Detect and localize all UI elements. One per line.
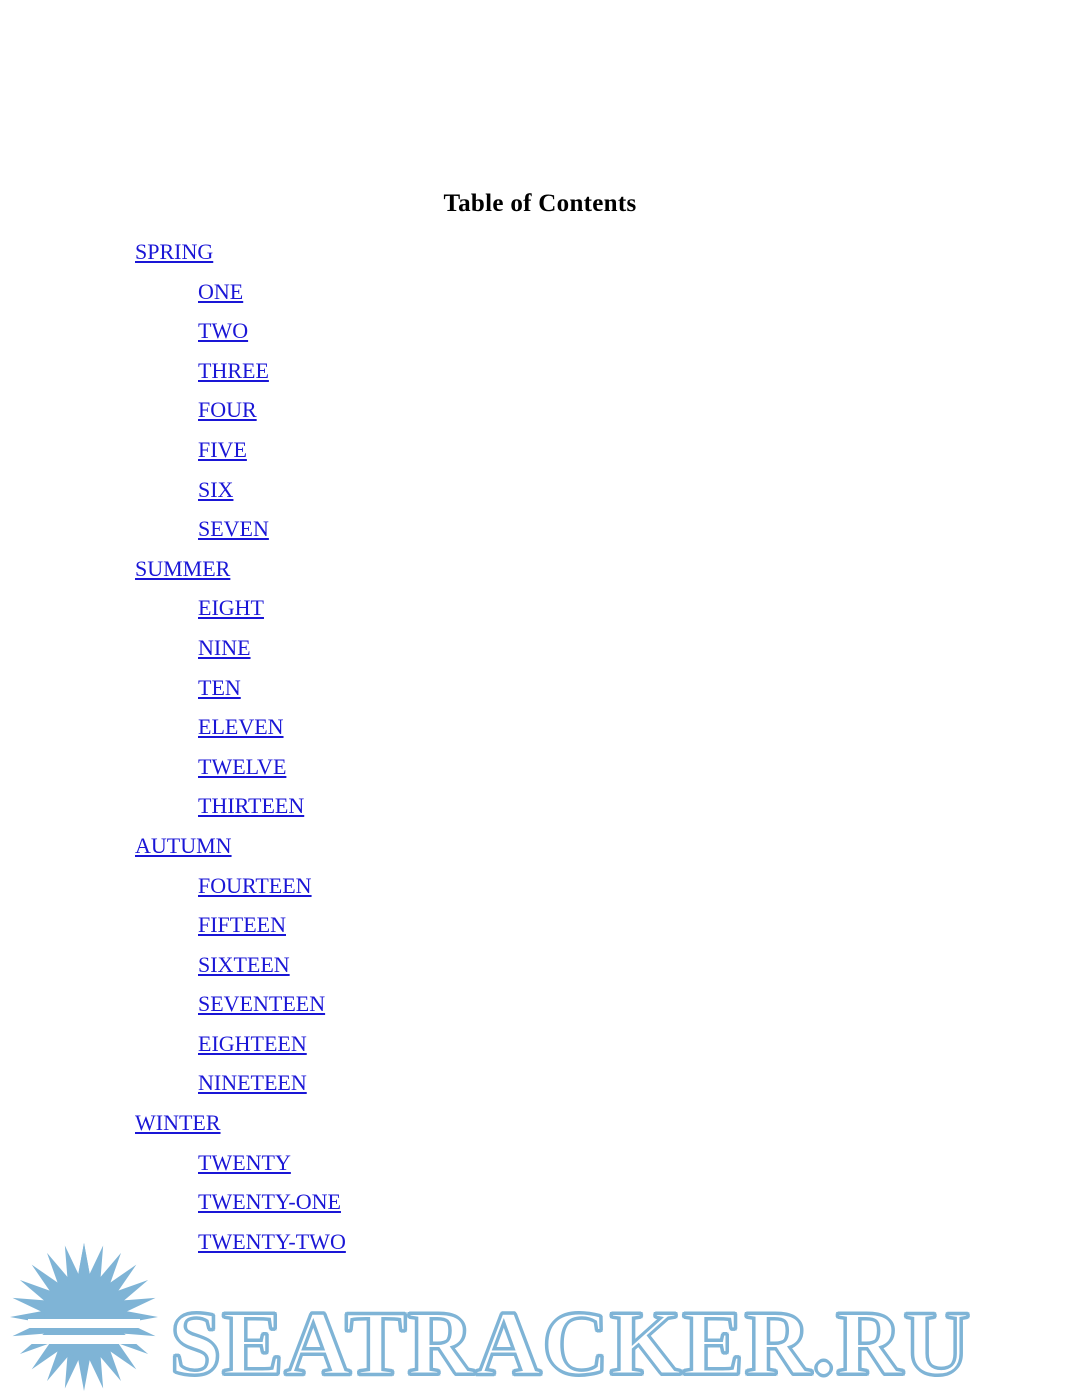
toc-chapter-entry [0, 351, 1080, 391]
toc-chapter-entry [0, 1182, 1080, 1222]
toc-link[interactable]: NINE [198, 634, 251, 660]
toc-link[interactable]: FOUR [198, 397, 257, 423]
toc-section-entry [0, 1103, 1080, 1143]
toc-chapter-entry [0, 1024, 1080, 1064]
toc-chapter-entry [0, 509, 1080, 549]
toc-link[interactable]: TEN [198, 674, 241, 700]
toc-link[interactable]: SEVEN [198, 516, 269, 542]
toc-chapter-entry [0, 905, 1080, 945]
toc-link[interactable]: FIVE [198, 436, 247, 462]
toc-link[interactable]: TWENTY [198, 1149, 291, 1175]
toc-link[interactable]: NINETEEN [198, 1070, 307, 1096]
toc-link[interactable]: EIGHT [198, 595, 264, 621]
table-of-contents [0, 232, 1080, 1261]
toc-link[interactable]: AUTUMN [135, 832, 232, 858]
toc-chapter-entry [0, 945, 1080, 985]
toc-chapter-entry [0, 628, 1080, 668]
toc-chapter-entry [0, 707, 1080, 747]
toc-chapter-entry [0, 311, 1080, 351]
toc-chapter-entry [0, 1222, 1080, 1262]
toc-link[interactable]: ELEVEN [198, 714, 284, 740]
toc-section-entry [0, 826, 1080, 866]
toc-chapter-entry [0, 747, 1080, 787]
toc-chapter-entry [0, 866, 1080, 906]
toc-chapter-entry [0, 390, 1080, 430]
toc-section-entry [0, 549, 1080, 589]
sun-icon [8, 1241, 160, 1393]
toc-link[interactable]: SEVENTEEN [198, 991, 326, 1017]
toc-link[interactable]: SUMMER [135, 555, 231, 581]
toc-chapter-entry [0, 470, 1080, 510]
toc-link[interactable]: SIX [198, 476, 234, 502]
toc-chapter-entry [0, 1063, 1080, 1103]
toc-link[interactable]: TWENTY-TWO [198, 1228, 346, 1254]
toc-section-entry [0, 232, 1080, 272]
toc-link[interactable]: ONE [198, 278, 244, 304]
toc-link[interactable]: SIXTEEN [198, 951, 290, 977]
toc-link[interactable]: THIRTEEN [198, 793, 305, 819]
toc-link[interactable]: THREE [198, 357, 269, 383]
toc-link[interactable]: WINTER [135, 1110, 221, 1136]
toc-chapter-entry [0, 668, 1080, 708]
toc-chapter-entry [0, 984, 1080, 1024]
toc-chapter-entry [0, 430, 1080, 470]
toc-chapter-entry [0, 588, 1080, 628]
toc-link[interactable]: EIGHTEEN [198, 1030, 307, 1056]
toc-link[interactable]: FOURTEEN [198, 872, 312, 898]
toc-link[interactable]: TWELVE [198, 753, 287, 779]
toc-link[interactable]: TWENTY-ONE [198, 1189, 341, 1215]
toc-link[interactable]: FIFTEEN [198, 912, 286, 938]
toc-chapter-entry [0, 272, 1080, 312]
page-title: Table of Contents [443, 190, 637, 217]
toc-chapter-entry [0, 786, 1080, 826]
toc-link[interactable]: SPRING [135, 239, 214, 264]
watermark-text: SEATRACKER.RU [170, 1292, 972, 1394]
toc-link[interactable]: TWO [198, 318, 249, 344]
toc-chapter-entry [0, 1143, 1080, 1183]
